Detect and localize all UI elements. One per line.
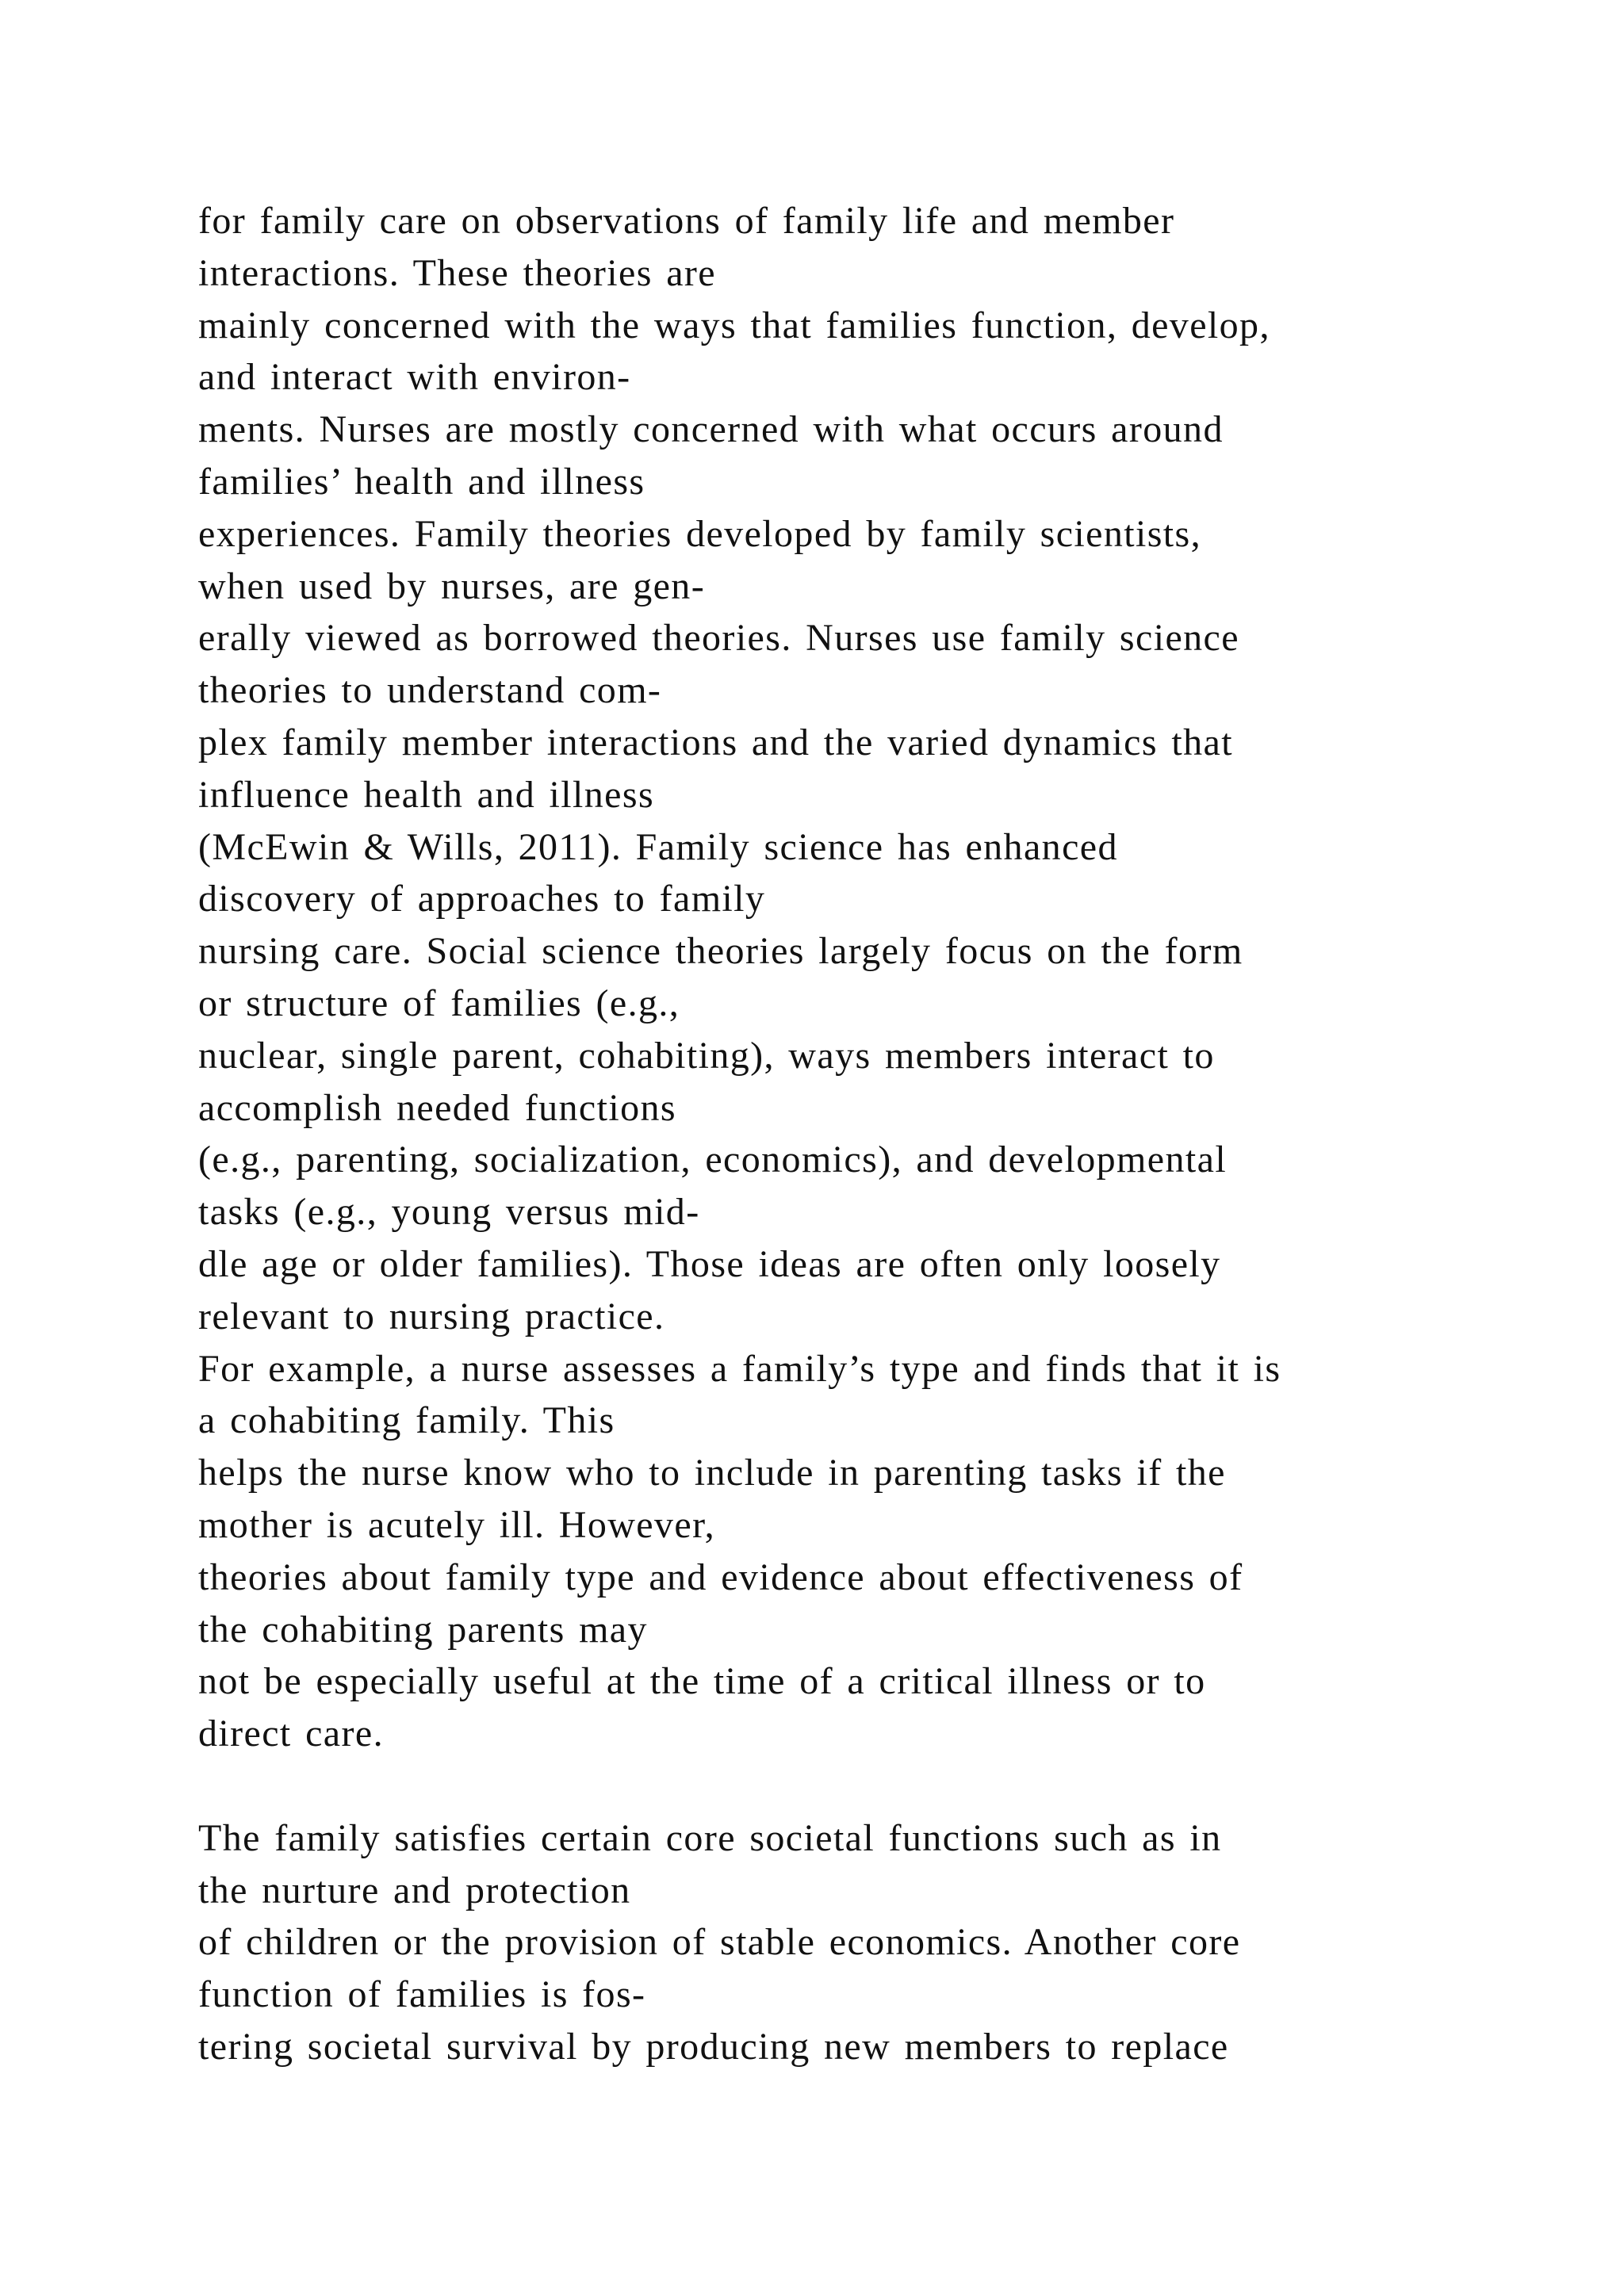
text-line: discovery of approaches to family xyxy=(198,878,766,920)
text-line: families’ health and illness xyxy=(198,460,645,503)
text-line: function of families is fos- xyxy=(198,1973,646,2016)
blank-line xyxy=(198,1760,1546,1812)
text-line: tering societal survival by producing new members to replace xyxy=(198,2025,1229,2068)
text-line: theories about family type and evidence about effectiveness of xyxy=(198,1556,1243,1598)
text-line: the cohabiting parents may xyxy=(198,1608,648,1651)
text-line: The family satisfies certain core societal functions such as in xyxy=(198,1816,1222,1859)
document-body-text xyxy=(198,195,1546,2073)
text-line: mother is acutely ill. However, xyxy=(198,1503,715,1546)
text-line: nursing care. Social science theories largely focus on the form xyxy=(198,930,1243,973)
text-line: (e.g., parenting, socialization, economics), and developmental xyxy=(198,1138,1228,1181)
text-line: influence health and illness xyxy=(198,773,655,816)
text-line: or structure of families (e.g., xyxy=(198,982,680,1024)
text-line: (McEwin & Wills, 2011). Family science has enhanced xyxy=(198,825,1118,868)
text-line: erally viewed as borrowed theories. Nurses use family science xyxy=(198,617,1239,660)
text-line: helps the nurse know who to include in parenting tasks if the xyxy=(198,1452,1226,1494)
text-line: nuclear, single parent, cohabiting), ways members interact to xyxy=(198,1034,1215,1077)
text-line: a cohabiting family. This xyxy=(198,1399,615,1442)
text-line: the nurture and protection xyxy=(198,1869,631,1911)
text-line: plex family member interactions and the varied dynamics that xyxy=(198,721,1233,763)
text-line: for family care on observations of family life and member xyxy=(198,200,1175,242)
text-line: relevant to nursing practice. xyxy=(198,1295,665,1337)
text-line: not be especially useful at the time of a critical illness or to xyxy=(198,1660,1206,1703)
text-line: direct care. xyxy=(198,1712,384,1755)
text-line: tasks (e.g., young versus mid- xyxy=(198,1191,700,1234)
text-line: ments. Nurses are mostly concerned with what occurs around xyxy=(198,408,1224,451)
text-line: mainly concerned with the ways that families function, develop, xyxy=(198,304,1270,346)
text-line: dle age or older families). Those ideas are often only loosely xyxy=(198,1242,1221,1285)
text-line: interactions. These theories are xyxy=(198,251,717,294)
text-line: accomplish needed functions xyxy=(198,1086,676,1129)
text-line: For example, a nurse assesses a family’s type and finds that it is xyxy=(198,1347,1281,1390)
text-line: theories to understand com- xyxy=(198,669,662,712)
text-line: and interact with environ- xyxy=(198,356,631,399)
text-line: of children or the provision of stable economics. Another core xyxy=(198,1921,1241,1964)
text-line: experiences. Family theories developed by family scientists, xyxy=(198,512,1202,555)
text-line: when used by nurses, are gen- xyxy=(198,564,706,607)
